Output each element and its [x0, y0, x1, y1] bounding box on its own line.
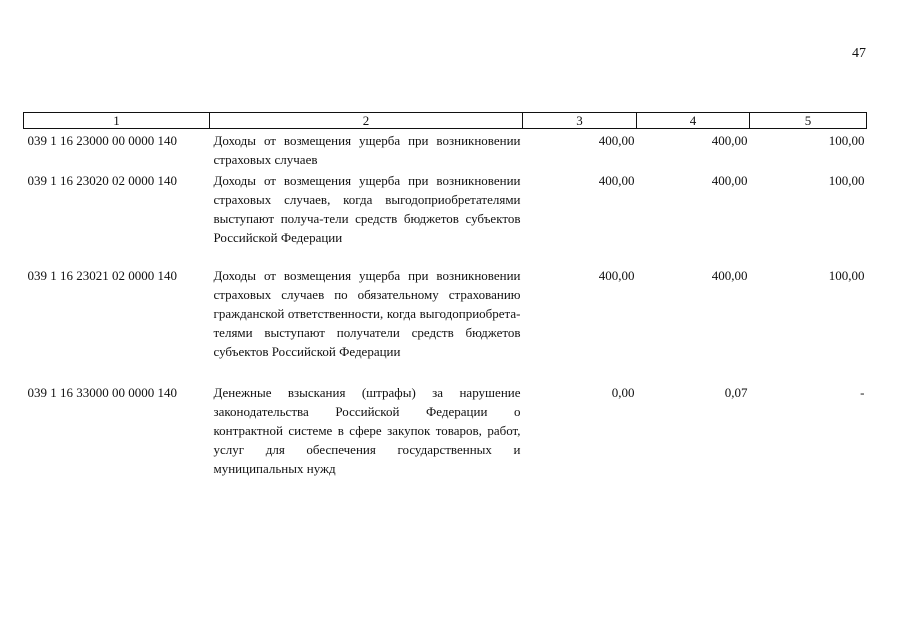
column-header-3: 3 [523, 113, 637, 129]
row-value-col4: 400,00 [711, 268, 748, 283]
row-value-col3: 0,00 [611, 385, 635, 400]
row-description: Доходы от возмещения ущерба при возникновении страховых случаев по обязательному страхованию гражданской ответственности, когда выгодоприобрета-телями выступают получатели средств бюджетов субъектов Российской Федерации [213, 268, 521, 359]
row-value-col5: 100,00 [828, 173, 865, 188]
row-value-col3: 400,00 [598, 173, 635, 188]
column-header-5: 5 [750, 113, 867, 129]
table-row [24, 264, 867, 381]
table-row [24, 129, 867, 170]
row-value-col3: 400,00 [598, 268, 635, 283]
row-description: Денежные взыскания (штрафы) за нарушение законодательства Российской Федерации о контрактной системе в сфере закупок товаров, работ, услуг для обеспечения государственных и муниципальных нужд [213, 385, 521, 476]
row-value-col5: - [860, 385, 865, 400]
row-value-col5: 100,00 [828, 133, 865, 148]
column-header-2: 2 [210, 113, 523, 129]
row-code: 039 1 16 23000 00 0000 140 [27, 133, 177, 148]
table-header-row [24, 113, 867, 129]
row-value-col4: 400,00 [711, 133, 748, 148]
row-value-col5: 100,00 [828, 268, 865, 283]
row-value-col4: 400,00 [711, 173, 748, 188]
column-header-1: 1 [24, 113, 210, 129]
row-description: Доходы от возмещения ущерба при возникновении страховых случаев, когда выгодоприобретателями выступают получа-тели средств бюджетов субъектов Российской Федерации [213, 173, 521, 245]
row-code: 039 1 16 33000 00 0000 140 [27, 385, 177, 400]
table-row [24, 169, 867, 264]
row-value-col4: 0,07 [724, 385, 748, 400]
page-number: 47 [852, 46, 866, 61]
row-description: Доходы от возмещения ущерба при возникновении страховых случаев [213, 133, 521, 167]
row-code: 039 1 16 23020 02 0000 140 [27, 173, 177, 188]
row-code: 039 1 16 23021 02 0000 140 [27, 268, 177, 283]
budget-table [23, 112, 867, 478]
row-value-col3: 400,00 [598, 133, 635, 148]
column-header-4: 4 [637, 113, 750, 129]
table-row [24, 381, 867, 478]
